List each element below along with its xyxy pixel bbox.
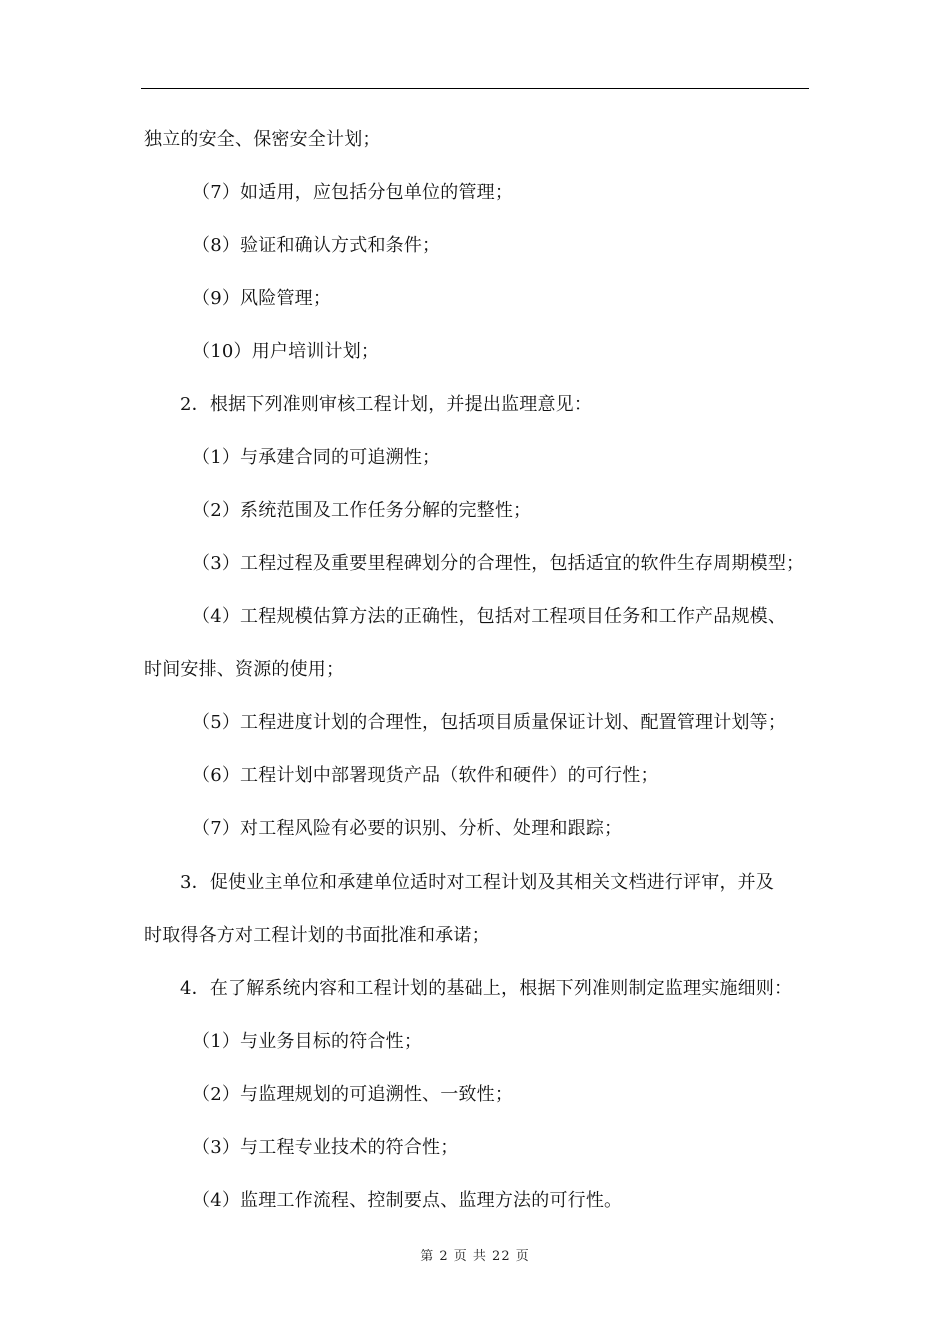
list-item: （3）与工程专业技术的符合性； [192, 1137, 459, 1158]
list-item: （6）工程计划中部署现货产品（软件和硬件）的可行性； [192, 765, 659, 786]
list-item: （2）系统范围及工作任务分解的完整性； [192, 500, 532, 521]
list-item: （10）用户培训计划； [192, 341, 380, 362]
list-item: （4）监理工作流程、控制要点、监理方法的可行性。 [192, 1190, 623, 1211]
paragraph-line: 时取得各方对工程计划的书面批准和承诺； [144, 925, 490, 946]
list-item: （7）对工程风险有必要的识别、分析、处理和跟踪； [192, 818, 623, 839]
paragraph-line: 独立的安全、保密安全计划； [144, 129, 381, 150]
list-item: （2）与监理规划的可追溯性、一致性； [192, 1084, 514, 1105]
list-item: （1）与承建合同的可追溯性； [192, 447, 441, 468]
list-item: （9）风险管理； [192, 288, 332, 309]
list-item: （7）如适用，应包括分包单位的管理； [192, 182, 514, 203]
list-item: （3）工程过程及重要里程碑划分的合理性，包括适宜的软件生存周期模型； [192, 553, 805, 574]
list-item: （5）工程进度计划的合理性，包括项目质量保证计划、配置管理计划等； [192, 712, 787, 733]
list-item: （1）与业务目标的符合性； [192, 1031, 423, 1052]
list-item: （4）工程规模估算方法的正确性，包括对工程项目任务和工作产品规模、 [192, 606, 787, 627]
paragraph-line: 时间安排、资源的使用； [144, 659, 345, 680]
list-item: （8）验证和确认方式和条件； [192, 235, 441, 256]
page-footer: 第 2 页 共 22 页 [420, 1249, 530, 1264]
section-heading: 4．在了解系统内容和工程计划的基础上，根据下列准则制定监理实施细则： [180, 978, 793, 999]
section-heading: 3．促使业主单位和承建单位适时对工程计划及其相关文档进行评审，并及 [180, 872, 775, 893]
section-heading: 2．根据下列准则审核工程计划，并提出监理意见： [180, 394, 593, 415]
